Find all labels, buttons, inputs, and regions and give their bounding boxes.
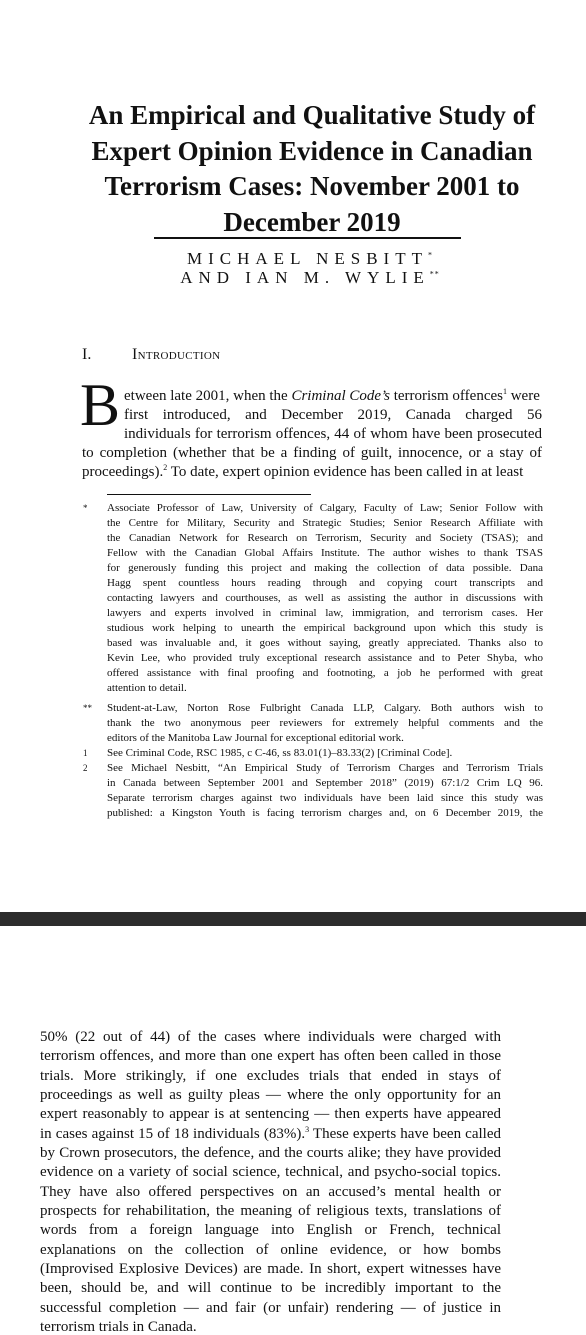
footnote-line: attention to detail.: [107, 682, 187, 694]
author-line-1: [0, 249, 586, 269]
page2-line: terrorism offences, and more than one expert has often been called in those: [40, 1048, 501, 1064]
author-name-1: MICHAEL NESBITT: [187, 249, 428, 268]
page2-line: by Crown prosecutors, the defence, and the courts alike; they have provided: [40, 1145, 501, 1161]
body-line-5: proceedings).$^2$ To date, expert opinion evidence has been called in at least: [82, 463, 524, 480]
footnote-separator: [107, 494, 311, 495]
footnote-line: See Michael Nesbitt, “An Empirical Study of Terrorism Charges and Terrorism Trials: [107, 762, 543, 774]
page2-line: in cases against 15 of 18 individuals (83%).$^3$ These experts have been called: [40, 1125, 501, 1142]
author-mark-1: *: [427, 250, 433, 260]
footnote-mark-1: 1: [83, 748, 88, 758]
page2-line: evidence on a variety of social science, technical, and psycho-social topics.: [40, 1164, 501, 1180]
page2-line: trials. More strikingly, if one excludes trials that ended in stays of: [40, 1068, 501, 1084]
page2-line: 50% (22 out of 44) of the cases where individuals were charged with: [40, 1029, 501, 1045]
footnote-mark-author2: **: [83, 703, 92, 713]
footnote-line: See Criminal Code, RSC 1985, c C-46, ss 83.01(1)–83.33(2) [Criminal Code].: [107, 747, 453, 759]
footnote-ref-1: 1: [502, 387, 507, 396]
footnote-line: Student-at-Law, Norton Rose Fulbright Canada LLP, Calgary. Both authors wish to: [107, 702, 543, 714]
section-title: Introduction: [132, 346, 221, 363]
journal-page-2: [0, 926, 586, 1335]
author-line-2: [0, 268, 586, 288]
footnote-line: the Canadian Network for Research on Terrorism, Security and Society (TSAS); and: [107, 532, 543, 544]
footnote-line: for generously funding this project and making the collection of data possible. Dana: [107, 562, 543, 574]
section-heading: [82, 346, 220, 364]
footnote-line: in Canada between September 2001 and September 2018” (2019) 67:1/2 Crim LQ 96.: [107, 777, 543, 789]
footnote-line: Fellow with the Canadian Global Affairs Institute. The author wishes to thank TSAS: [107, 547, 543, 559]
page2-line: prospects for rehabilitation, the meaning of religious texts, translations of: [40, 1203, 501, 1219]
page2-line: proceedings as well as guilty pleas — where the only opportunity for an: [40, 1087, 501, 1103]
footnote-line: Associate Professor of Law, University of Calgary, Faculty of Law; Senior Follow with: [107, 502, 543, 514]
page2-line: expert reasonably to appear is at sentencing — then experts have appeared: [40, 1106, 501, 1122]
footnote-line: Hagg spent countless hours reading through and copying court transcripts and: [107, 577, 543, 589]
author-name-2: AND IAN M. WYLIE: [180, 268, 430, 287]
article-title: An Empirical and Qualitative Study of Expert Opinion Evidence in Canadian Terrorism Cases: November 2001 to December 2019: [88, 100, 536, 237]
footnote-line: Kevin Lee, who provided truly exceptional research assistance and to Peter Shyba, who: [107, 652, 543, 664]
page2-line: been, should be, and will continue to be incredibly important to the: [40, 1280, 501, 1296]
page2-line: explanations on the collection of online evidence, or how bombs: [40, 1242, 501, 1258]
footnote-mark-author1: *: [83, 503, 88, 513]
body-line-4: to completion (whether that be a finding of guilt, innocence, or a stay of: [82, 445, 542, 461]
drop-cap: B: [80, 372, 121, 438]
footnote-line: studious work helping to unearth the empirical background upon which this study is: [107, 622, 543, 634]
criminal-code-italic: Criminal Code’s: [291, 388, 390, 404]
footnote-line: the Centre for Military, Security and Strategic Studies; Senior Research Affiliate with: [107, 517, 543, 529]
page2-line: (Improvised Explosive Devices) are made. In short, expert witnesses have: [40, 1261, 501, 1277]
page2-line: They have also offered perspectives on an accused’s mental health or: [40, 1184, 501, 1200]
footnote-ref-3: 3: [305, 1125, 310, 1134]
footnote-line: published: a Kingston Youth is facing terrorism charges and, on 6 December 2019, the: [107, 807, 543, 819]
footnote-line: contacting lawyers and courthouses, as well as assisting the author in discussions with: [107, 592, 543, 604]
page2-line: terrorism trials in Canada.: [40, 1319, 197, 1335]
footnote-line: offered assistance with final proofing and footnoting, a job he performed with great: [107, 667, 543, 679]
section-number: I.: [82, 346, 92, 363]
page-break-bar: [0, 912, 586, 926]
footnote-line: editors of the Manitoba Law Journal for exceptional editorial work.: [107, 732, 404, 744]
footnote-line: lawyers and experts involved in criminal law, immigration, and terrorism cases. Her: [107, 607, 543, 619]
page2-line: words from a foreign language into English or French, technical: [40, 1222, 501, 1238]
author-mark-2: **: [429, 269, 440, 279]
title-underline: [154, 237, 461, 239]
body-line-3: individuals for terrorism offences, 44 of whom have been prosecuted: [124, 426, 542, 442]
footnote-ref-2: 2: [163, 463, 168, 472]
body-line-2: first introduced, and December 2019, Canada charged 56: [124, 407, 542, 423]
body-line-1: etween late 2001, when the Criminal Code’s terrorism offences$^1$ were: [124, 387, 540, 404]
footnote-line: thank the two anonymous peer reviewers for extremely helpful comments and the: [107, 717, 543, 729]
footnote-mark-2: 2: [83, 763, 88, 773]
footnote-line: based was invaluable and, it goes without saying, greatly appreciated. Thanks also to: [107, 637, 543, 649]
page2-line: successful completion — and fair (or unfair) rendering — of justice in: [40, 1300, 501, 1316]
footnote-line: Separate terrorism charges against two individuals have been laid since this study was: [107, 792, 543, 804]
